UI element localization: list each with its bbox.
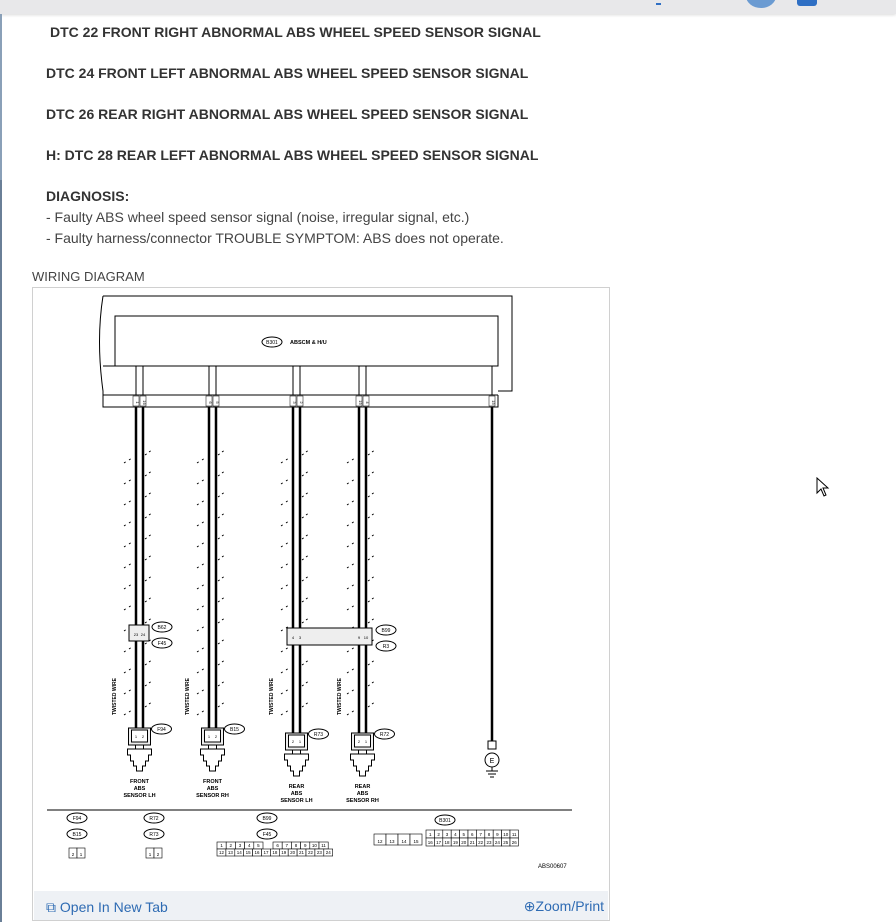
sensor-label: ABS <box>133 786 146 792</box>
zoom-print-link[interactable]: ⊕Zoom/Print <box>523 898 604 914</box>
dtc-heading: H: DTC 28 REAR LEFT ABNORMAL ABS WHEEL SPEED SENSOR SIGNAL <box>46 147 539 163</box>
sensor-label: ABS <box>206 786 219 792</box>
twist-mark <box>124 681 152 694</box>
twist-mark <box>347 681 375 694</box>
avatar[interactable] <box>746 0 776 8</box>
svg-text:3: 3 <box>298 635 302 640</box>
svg-text:12: 12 <box>377 839 383 844</box>
svg-text:17: 17 <box>436 840 442 845</box>
svg-text:1: 1 <box>220 843 223 848</box>
zoom-in-icon: ⊕ <box>523 898 536 914</box>
connector-tag: R72 <box>379 732 390 738</box>
left-border <box>0 180 2 922</box>
connector-tag: R73 <box>313 732 324 738</box>
twist-mark <box>347 534 375 547</box>
twist-mark <box>281 513 309 526</box>
diagnosis-title: DIAGNOSIS: <box>46 188 130 204</box>
connector-tag: F94 <box>72 816 82 822</box>
twist-mark <box>281 492 309 505</box>
twist-mark <box>197 618 225 631</box>
twist-mark <box>197 639 225 652</box>
twist-mark <box>124 450 152 463</box>
open-tab-icon: ⧉ <box>46 899 60 915</box>
svg-text:20: 20 <box>461 840 467 845</box>
svg-text:6: 6 <box>470 832 474 837</box>
twist-mark <box>197 555 225 568</box>
diagram-footer <box>34 891 608 920</box>
dtc-heading: DTC 22 FRONT RIGHT ABNORMAL ABS WHEEL SPEED SENSOR SIGNAL <box>50 24 541 40</box>
svg-text:10: 10 <box>363 635 369 640</box>
svg-text:2: 2 <box>141 734 145 739</box>
svg-text:13: 13 <box>227 850 233 855</box>
twisted-wire-label: TWISTED WIRE <box>269 678 275 715</box>
svg-text:19: 19 <box>452 840 458 845</box>
open-new-tab-link[interactable]: ⧉ Open In New Tab <box>46 899 168 915</box>
twist-mark <box>281 450 309 463</box>
pin-label: 1 <box>135 401 140 404</box>
twist-mark <box>197 492 225 505</box>
twist-mark <box>197 660 225 673</box>
svg-text:22: 22 <box>307 850 313 855</box>
svg-text:21: 21 <box>469 840 475 845</box>
module-name: ABSCM & H/U <box>290 340 327 346</box>
download-icon[interactable] <box>797 0 817 6</box>
svg-text:12: 12 <box>218 850 224 855</box>
module-code: B301 <box>266 340 278 346</box>
svg-text:24: 24 <box>140 632 146 637</box>
pin-label: 19 <box>358 400 363 405</box>
twist-mark <box>124 702 152 715</box>
svg-text:7: 7 <box>479 832 482 837</box>
twist-mark <box>197 534 225 547</box>
svg-text:19: 19 <box>281 850 287 855</box>
sensor-label: SENSOR RH <box>346 798 379 804</box>
sensor-label: FRONT <box>130 779 149 785</box>
svg-text:24: 24 <box>325 850 331 855</box>
twist-mark <box>124 576 152 589</box>
diagram-code: ABS00607 <box>538 864 567 870</box>
connector-f45: F45 <box>157 641 167 647</box>
connector-tag: B99 <box>262 816 272 822</box>
twist-mark <box>197 513 225 526</box>
sensor-label: SENSOR LH <box>123 793 156 799</box>
svg-text:13: 13 <box>389 839 395 844</box>
twisted-wire-label: TWISTED WIRE <box>112 678 118 715</box>
svg-text:3: 3 <box>238 843 242 848</box>
svg-text:1: 1 <box>148 852 152 857</box>
dtc-heading: DTC 24 FRONT LEFT ABNORMAL ABS WHEEL SPEED SENSOR SIGNAL <box>46 65 529 81</box>
svg-text:20: 20 <box>290 850 296 855</box>
connector-r3: R3 <box>382 644 390 650</box>
twist-mark <box>124 660 152 673</box>
diagnosis-item: - Faulty ABS wheel speed sensor signal (noise, irregular signal, etc.) <box>46 209 470 225</box>
svg-text:3: 3 <box>445 832 449 837</box>
sensor-body <box>285 754 309 776</box>
twist-mark <box>124 534 152 547</box>
twist-mark <box>347 492 375 505</box>
svg-text:17: 17 <box>263 850 269 855</box>
twist-mark <box>124 555 152 568</box>
top-toolbar <box>0 0 896 14</box>
connector-tag: F45 <box>262 832 272 838</box>
svg-text:15: 15 <box>245 850 251 855</box>
search-icon[interactable] <box>656 0 661 5</box>
connector-tag: R73 <box>149 832 159 838</box>
svg-text:1: 1 <box>207 734 211 739</box>
connector-tag: B15 <box>230 727 239 733</box>
svg-text:23: 23 <box>316 850 322 855</box>
svg-text:1: 1 <box>364 739 368 744</box>
svg-text:21: 21 <box>299 850 305 855</box>
svg-text:22: 22 <box>478 840 484 845</box>
twist-mark <box>347 513 375 526</box>
twist-mark <box>197 471 225 484</box>
wiring-diagram <box>32 287 610 921</box>
twist-mark <box>197 702 225 715</box>
twist-mark <box>347 576 375 589</box>
ground-label: E <box>489 758 495 765</box>
svg-text:2: 2 <box>437 832 440 837</box>
svg-text:1: 1 <box>79 852 83 857</box>
twist-mark <box>281 681 309 694</box>
sensor-body <box>128 749 152 771</box>
twist-mark <box>197 576 225 589</box>
pin-label: 3 <box>292 401 297 404</box>
svg-text:10: 10 <box>311 843 317 848</box>
twist-mark <box>281 597 309 610</box>
svg-text:8: 8 <box>294 843 298 848</box>
svg-text:2: 2 <box>357 739 361 744</box>
svg-text:4: 4 <box>291 635 295 640</box>
svg-text:14: 14 <box>236 850 242 855</box>
twist-mark <box>347 597 375 610</box>
svg-text:2: 2 <box>214 734 218 739</box>
connector-tag: F94 <box>157 727 166 733</box>
svg-text:9: 9 <box>496 832 499 837</box>
sensor-body <box>351 754 375 776</box>
svg-text:5: 5 <box>257 843 260 848</box>
twist-mark <box>124 513 152 526</box>
pin-label: 5 <box>215 401 220 404</box>
twist-mark <box>124 597 152 610</box>
twist-mark <box>124 492 152 505</box>
connector-tag: B301 <box>439 818 451 824</box>
svg-text:23: 23 <box>133 632 139 637</box>
svg-text:2: 2 <box>291 739 295 744</box>
pin-label: 4 <box>365 401 370 404</box>
pin-label: 15 <box>491 400 496 405</box>
svg-text:18: 18 <box>272 850 278 855</box>
svg-text:2: 2 <box>156 852 160 857</box>
twist-mark <box>347 471 375 484</box>
svg-text:9: 9 <box>357 635 361 640</box>
mouse-cursor-icon <box>816 477 830 497</box>
svg-text:7: 7 <box>285 843 289 848</box>
twisted-wire-label: TWISTED WIRE <box>337 678 343 715</box>
svg-text:16: 16 <box>254 850 260 855</box>
twist-mark <box>347 450 375 463</box>
svg-text:10: 10 <box>503 832 509 837</box>
connector-tag: B15 <box>72 832 82 838</box>
sensor-label: SENSOR RH <box>196 793 229 799</box>
diagnosis-item: - Faulty harness/connector TROUBLE SYMPTOM: ABS does not operate. <box>46 230 504 246</box>
sensor-label: REAR <box>354 784 371 790</box>
sensor-label: SENSOR LH <box>280 798 313 804</box>
twist-mark <box>281 702 309 715</box>
svg-text:11: 11 <box>511 832 517 837</box>
svg-text:18: 18 <box>444 840 450 845</box>
wiring-diagram-label: WIRING DIAGRAM <box>32 269 145 284</box>
svg-text:1: 1 <box>134 734 138 739</box>
connector-b62: B62 <box>157 625 167 631</box>
twist-mark <box>281 534 309 547</box>
twist-mark <box>197 681 225 694</box>
pin-label: 16 <box>142 400 147 405</box>
twist-mark <box>347 660 375 673</box>
twisted-wire-label: TWISTED WIRE <box>185 678 191 715</box>
twist-mark <box>197 597 225 610</box>
svg-text:8: 8 <box>487 832 491 837</box>
twist-mark <box>281 555 309 568</box>
twist-mark <box>124 471 152 484</box>
svg-text:26: 26 <box>511 840 517 845</box>
svg-text:16: 16 <box>427 840 433 845</box>
module-outline <box>100 296 513 407</box>
twist-mark <box>347 555 375 568</box>
twist-mark <box>281 471 309 484</box>
wiring-diagram-image <box>33 288 609 891</box>
svg-text:1: 1 <box>298 739 302 744</box>
svg-text:5: 5 <box>462 832 466 837</box>
svg-text:14: 14 <box>401 839 407 844</box>
pin-label: 6 <box>208 401 213 404</box>
twist-mark <box>197 450 225 463</box>
twist-mark <box>281 576 309 589</box>
svg-text:2: 2 <box>229 843 233 848</box>
sensor-label: ABS <box>290 791 303 797</box>
sensor-body <box>201 749 225 771</box>
svg-text:11: 11 <box>321 843 326 848</box>
sensor-label: REAR <box>288 784 305 790</box>
svg-text:4: 4 <box>454 832 457 837</box>
twist-mark <box>347 702 375 715</box>
svg-text:25: 25 <box>503 840 509 845</box>
svg-text:1: 1 <box>428 832 432 837</box>
svg-text:24: 24 <box>494 840 500 845</box>
svg-text:23: 23 <box>486 840 492 845</box>
sensor-label: ABS <box>356 791 369 797</box>
svg-text:6: 6 <box>276 843 279 848</box>
connector-b99: B99 <box>381 628 391 634</box>
svg-text:4: 4 <box>247 843 251 848</box>
svg-text:9: 9 <box>303 843 307 848</box>
svg-text:2: 2 <box>71 852 75 857</box>
twist-mark <box>281 660 309 673</box>
connector-tag: R72 <box>149 816 159 822</box>
svg-text:15: 15 <box>413 839 419 844</box>
dtc-heading: DTC 26 REAR RIGHT ABNORMAL ABS WHEEL SPEED SENSOR SIGNAL <box>46 106 529 122</box>
sensor-label: FRONT <box>203 779 222 785</box>
pin-label: 2 <box>299 401 304 404</box>
